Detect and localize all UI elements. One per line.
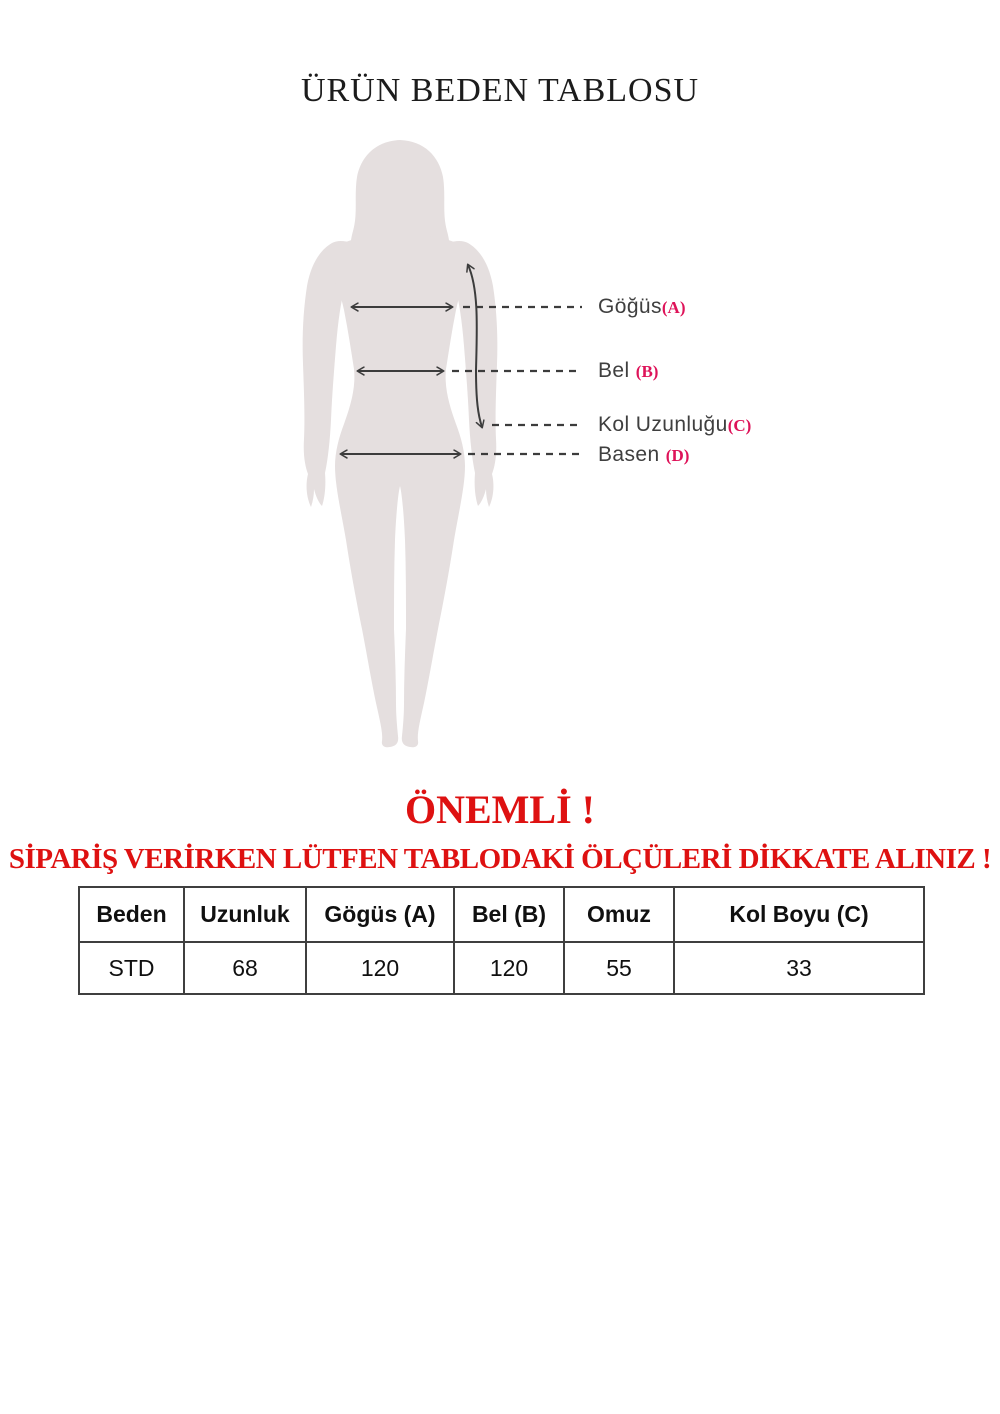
warning-text: SİPARİŞ VERİRKEN LÜTFEN TABLODAKİ ÖLÇÜLERİ DİKKATE ALINIZ ! <box>8 843 992 875</box>
important-heading: ÖNEMLİ ! <box>405 787 595 832</box>
cell-uzunluk: 68 <box>184 942 306 994</box>
silhouette-head <box>344 140 456 269</box>
col-header-beden: Beden <box>79 887 184 942</box>
size-table <box>78 886 925 995</box>
measurement-label-hip <box>598 443 689 467</box>
col-header-uzunluk: Uzunluk <box>184 887 306 942</box>
measurement-arrows <box>341 265 582 454</box>
cell-bel: 120 <box>454 942 564 994</box>
cell-gogus: 120 <box>306 942 454 994</box>
measurement-name: Bel <box>598 359 636 382</box>
measurement-name: Basen <box>598 443 666 466</box>
measurement-code: (C) <box>727 416 752 435</box>
size-table-header-row <box>79 887 924 942</box>
table-row <box>79 942 924 994</box>
measurement-code: (B) <box>635 362 659 381</box>
cell-kol-boyu: 33 <box>674 942 924 994</box>
measurement-label-waist <box>598 359 658 383</box>
silhouette-torso-legs <box>320 234 480 747</box>
measurement-code: (A) <box>661 298 686 317</box>
measurement-code: (D) <box>665 446 690 465</box>
col-header-kol-boyu: Kol Boyu (C) <box>674 887 924 942</box>
cell-beden: STD <box>79 942 184 994</box>
page-title: ÜRÜN BEDEN TABLOSU <box>300 72 700 109</box>
measurement-label-arm-length <box>598 413 751 437</box>
cell-omuz: 55 <box>564 942 674 994</box>
measurement-name: Kol Uzunluğu <box>598 413 728 436</box>
arm-length-arrow <box>468 265 482 427</box>
silhouette-left-arm <box>303 241 363 507</box>
col-header-omuz: Omuz <box>564 887 674 942</box>
measurement-name: Göğüs <box>598 295 662 318</box>
col-header-gogus: Gögüs (A) <box>306 887 454 942</box>
body-silhouette <box>303 140 498 747</box>
measurement-label-chest <box>598 295 685 319</box>
col-header-bel: Bel (B) <box>454 887 564 942</box>
silhouette-right-arm <box>437 241 497 507</box>
